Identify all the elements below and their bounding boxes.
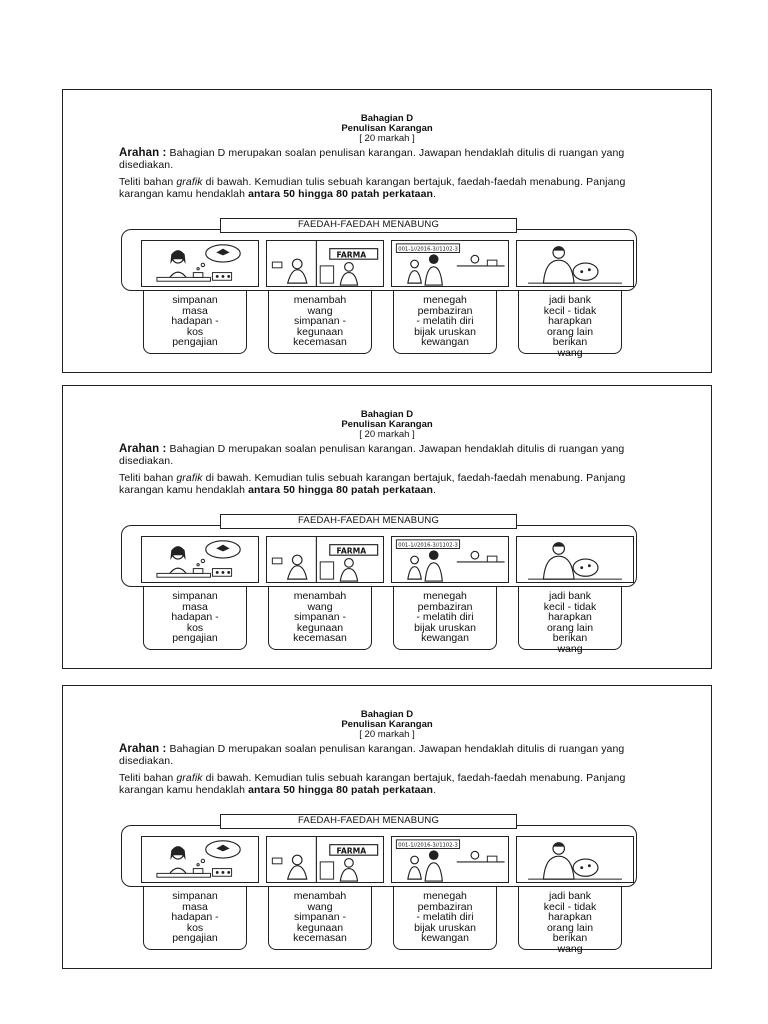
- worksheet-copy: [62, 89, 712, 373]
- receipt-number-text: 001-1//2016-3//1102-3: [398, 542, 458, 549]
- caption-line: simpanan: [172, 294, 218, 306]
- caption-line: jadi bank: [548, 590, 592, 602]
- caption-box: [393, 586, 497, 650]
- marks-label: [ 20 markah ]: [359, 133, 415, 144]
- caption-line: kecemasan: [293, 336, 347, 348]
- caption-line: wang: [307, 900, 333, 913]
- panel-avoid-waste: [391, 240, 509, 287]
- caption-line: kewangan: [421, 932, 469, 944]
- caption-line: kecil - tidak: [543, 304, 597, 317]
- caption-line: kecil - tidak: [543, 600, 597, 613]
- caption-box: [393, 886, 497, 950]
- pharmacy-sign-text: FARMA: [336, 250, 367, 260]
- section-title: Bahagian D: [360, 709, 414, 720]
- piggy-bank-icon: [517, 837, 633, 882]
- caption-line: pembaziran: [417, 900, 473, 913]
- caption-line: kos: [186, 921, 204, 934]
- task-text-start: Teliti bahan: [119, 176, 177, 188]
- caption-line: simpanan: [172, 590, 218, 602]
- pharmacy-icon: [267, 837, 383, 882]
- worksheet-copy: [62, 385, 712, 669]
- caption-line: pengajian: [172, 932, 218, 944]
- marks-label: [ 20 markah ]: [359, 729, 415, 740]
- caption-box: [518, 586, 622, 655]
- caption-line: - melatih diri: [416, 911, 474, 923]
- caption-line: kecemasan: [293, 632, 347, 644]
- caption-line: kegunaan: [296, 621, 344, 634]
- caption-line: masa: [182, 304, 208, 317]
- caption-line: jadi bank: [548, 294, 592, 306]
- graphic-title: FAEDAH-FAEDAH MENABUNG: [220, 218, 517, 233]
- receipt-number-text: 001-1//2016-3//1102-3: [398, 246, 458, 253]
- caption-line: wang: [557, 346, 583, 359]
- task-text-end: .: [433, 483, 437, 496]
- caption-line: - melatih diri: [416, 611, 474, 623]
- panel-avoid-waste: [391, 536, 509, 583]
- caption-line: kecemasan: [293, 932, 347, 944]
- task-paragraph: [119, 473, 649, 496]
- caption-line: bijak uruskan: [414, 621, 476, 634]
- caption-line: pengajian: [172, 632, 218, 644]
- caption-line: menegah: [423, 890, 467, 902]
- receipt-number-text: 001-1//2016-3//1102-3: [398, 842, 458, 849]
- caption-line: bijak uruskan: [414, 325, 476, 338]
- panel-avoid-waste: [391, 836, 509, 883]
- instruction-label: Arahan :: [119, 743, 167, 755]
- caption-line: pengajian: [172, 336, 218, 348]
- pharmacy-sign-text: FARMA: [336, 846, 367, 856]
- task-text-mid: di bawah. Kemudian tulis sebuah karangan bertajuk, faedah-faedah menabung. Panjang karangan kamu hendaklah: [119, 472, 626, 496]
- caption-line: menegah: [423, 590, 467, 602]
- caption-line: simpanan -: [294, 911, 346, 923]
- caption-box: [393, 290, 497, 354]
- caption-line: masa: [182, 900, 208, 913]
- panel-saving-for-education: [141, 836, 259, 883]
- caption-box: [518, 886, 622, 955]
- task-text-bold: antara 50 hingga 80 patah perkataan: [248, 483, 434, 496]
- task-text-mid: di bawah. Kemudian tulis sebuah karangan bertajuk, faedah-faedah menabung. Panjang karangan kamu hendaklah: [119, 772, 626, 796]
- pharmacy-sign-text: FARMA: [336, 546, 367, 556]
- caption-line: hadapan -: [171, 611, 219, 623]
- caption-box: [268, 586, 372, 650]
- bank-counter-icon: [392, 837, 508, 882]
- worksheet-copy: [62, 685, 712, 969]
- task-text-end: .: [433, 783, 437, 796]
- task-text-start: Teliti bahan: [119, 472, 177, 484]
- pharmacy-icon: [267, 241, 383, 286]
- student-dreaming-icon: [142, 537, 258, 582]
- panel-emergency-savings: [266, 240, 384, 287]
- task-paragraph: [119, 773, 649, 796]
- panel-emergency-savings: [266, 536, 384, 583]
- panel-piggy-bank: [516, 240, 634, 287]
- caption-line: kegunaan: [296, 921, 344, 934]
- student-dreaming-icon: [142, 241, 258, 286]
- task-text-end: .: [433, 187, 437, 200]
- caption-line: - melatih diri: [416, 315, 474, 327]
- panel-saving-for-education: [141, 536, 259, 583]
- piggy-bank-icon: [517, 537, 633, 582]
- caption-line: kos: [186, 621, 204, 634]
- section-title: Bahagian D: [360, 409, 414, 420]
- caption-line: wang: [307, 600, 333, 613]
- instruction-text: Bahagian D merupakan soalan penulisan karangan. Jawapan hendaklah ditulis di ruangan yang disediakan.: [119, 743, 625, 767]
- caption-box: [268, 886, 372, 950]
- instruction-label: Arahan :: [119, 147, 167, 159]
- pharmacy-icon: [267, 537, 383, 582]
- caption-line: kos: [186, 325, 204, 338]
- graphic-title: FAEDAH-FAEDAH MENABUNG: [220, 814, 517, 829]
- instruction-label: Arahan :: [119, 443, 167, 455]
- caption-box: [143, 886, 247, 950]
- caption-box: [518, 290, 622, 359]
- bank-counter-icon: [392, 537, 508, 582]
- task-paragraph: [119, 177, 649, 200]
- caption-line: hadapan -: [171, 315, 219, 327]
- caption-line: berikan: [552, 632, 588, 644]
- caption-line: pembaziran: [417, 600, 473, 613]
- caption-line: orang lain: [546, 325, 594, 338]
- caption-line: harapkan: [548, 315, 592, 327]
- caption-line: menegah: [423, 294, 467, 306]
- task-text-italic: grafik: [176, 772, 203, 784]
- caption-line: kecil - tidak: [543, 900, 597, 913]
- instruction-paragraph: [119, 148, 649, 171]
- caption-line: masa: [182, 600, 208, 613]
- caption-line: simpanan -: [294, 611, 346, 623]
- caption-line: orang lain: [546, 621, 594, 634]
- panel-saving-for-education: [141, 240, 259, 287]
- task-text-mid: di bawah. Kemudian tulis sebuah karangan bertajuk, faedah-faedah menabung. Panjang karangan kamu hendaklah: [119, 176, 626, 200]
- section-subtitle: Penulisan Karangan: [341, 719, 433, 730]
- student-dreaming-icon: [142, 837, 258, 882]
- caption-line: wang: [557, 642, 583, 655]
- caption-line: harapkan: [548, 911, 592, 923]
- instruction-paragraph: [119, 744, 649, 767]
- bank-counter-icon: [392, 241, 508, 286]
- caption-line: berikan: [552, 336, 588, 348]
- instruction-paragraph: [119, 444, 649, 467]
- caption-line: wang: [557, 942, 583, 955]
- caption-line: harapkan: [548, 611, 592, 623]
- caption-line: simpanan: [172, 890, 218, 902]
- instruction-text: Bahagian D merupakan soalan penulisan karangan. Jawapan hendaklah ditulis di ruangan yang disediakan.: [119, 443, 625, 467]
- caption-line: hadapan -: [171, 911, 219, 923]
- caption-line: jadi bank: [548, 890, 592, 902]
- caption-line: kewangan: [421, 336, 469, 348]
- caption-line: kewangan: [421, 632, 469, 644]
- panel-piggy-bank: [516, 536, 634, 583]
- panel-emergency-savings: [266, 836, 384, 883]
- caption-line: berikan: [552, 932, 588, 944]
- caption-line: menambah: [293, 590, 347, 602]
- piggy-bank-icon: [517, 241, 633, 286]
- caption-line: kegunaan: [296, 325, 344, 338]
- task-text-italic: grafik: [176, 472, 203, 484]
- section-subtitle: Penulisan Karangan: [341, 419, 433, 430]
- caption-line: menambah: [293, 294, 347, 306]
- caption-box: [268, 290, 372, 354]
- caption-box: [143, 290, 247, 354]
- task-text-italic: grafik: [176, 176, 203, 188]
- caption-line: menambah: [293, 890, 347, 902]
- section-title: Bahagian D: [360, 113, 414, 124]
- caption-line: pembaziran: [417, 304, 473, 317]
- section-subtitle: Penulisan Karangan: [341, 123, 433, 134]
- graphic-title: FAEDAH-FAEDAH MENABUNG: [220, 514, 517, 529]
- instruction-text: Bahagian D merupakan soalan penulisan karangan. Jawapan hendaklah ditulis di ruangan yang disediakan.: [119, 147, 625, 171]
- caption-line: wang: [307, 304, 333, 317]
- task-text-bold: antara 50 hingga 80 patah perkataan: [248, 783, 434, 796]
- caption-line: bijak uruskan: [414, 921, 476, 934]
- caption-line: orang lain: [546, 921, 594, 934]
- caption-box: [143, 586, 247, 650]
- marks-label: [ 20 markah ]: [359, 429, 415, 440]
- task-text-start: Teliti bahan: [119, 772, 177, 784]
- caption-line: simpanan -: [294, 315, 346, 327]
- task-text-bold: antara 50 hingga 80 patah perkataan: [248, 187, 434, 200]
- panel-piggy-bank: [516, 836, 634, 883]
